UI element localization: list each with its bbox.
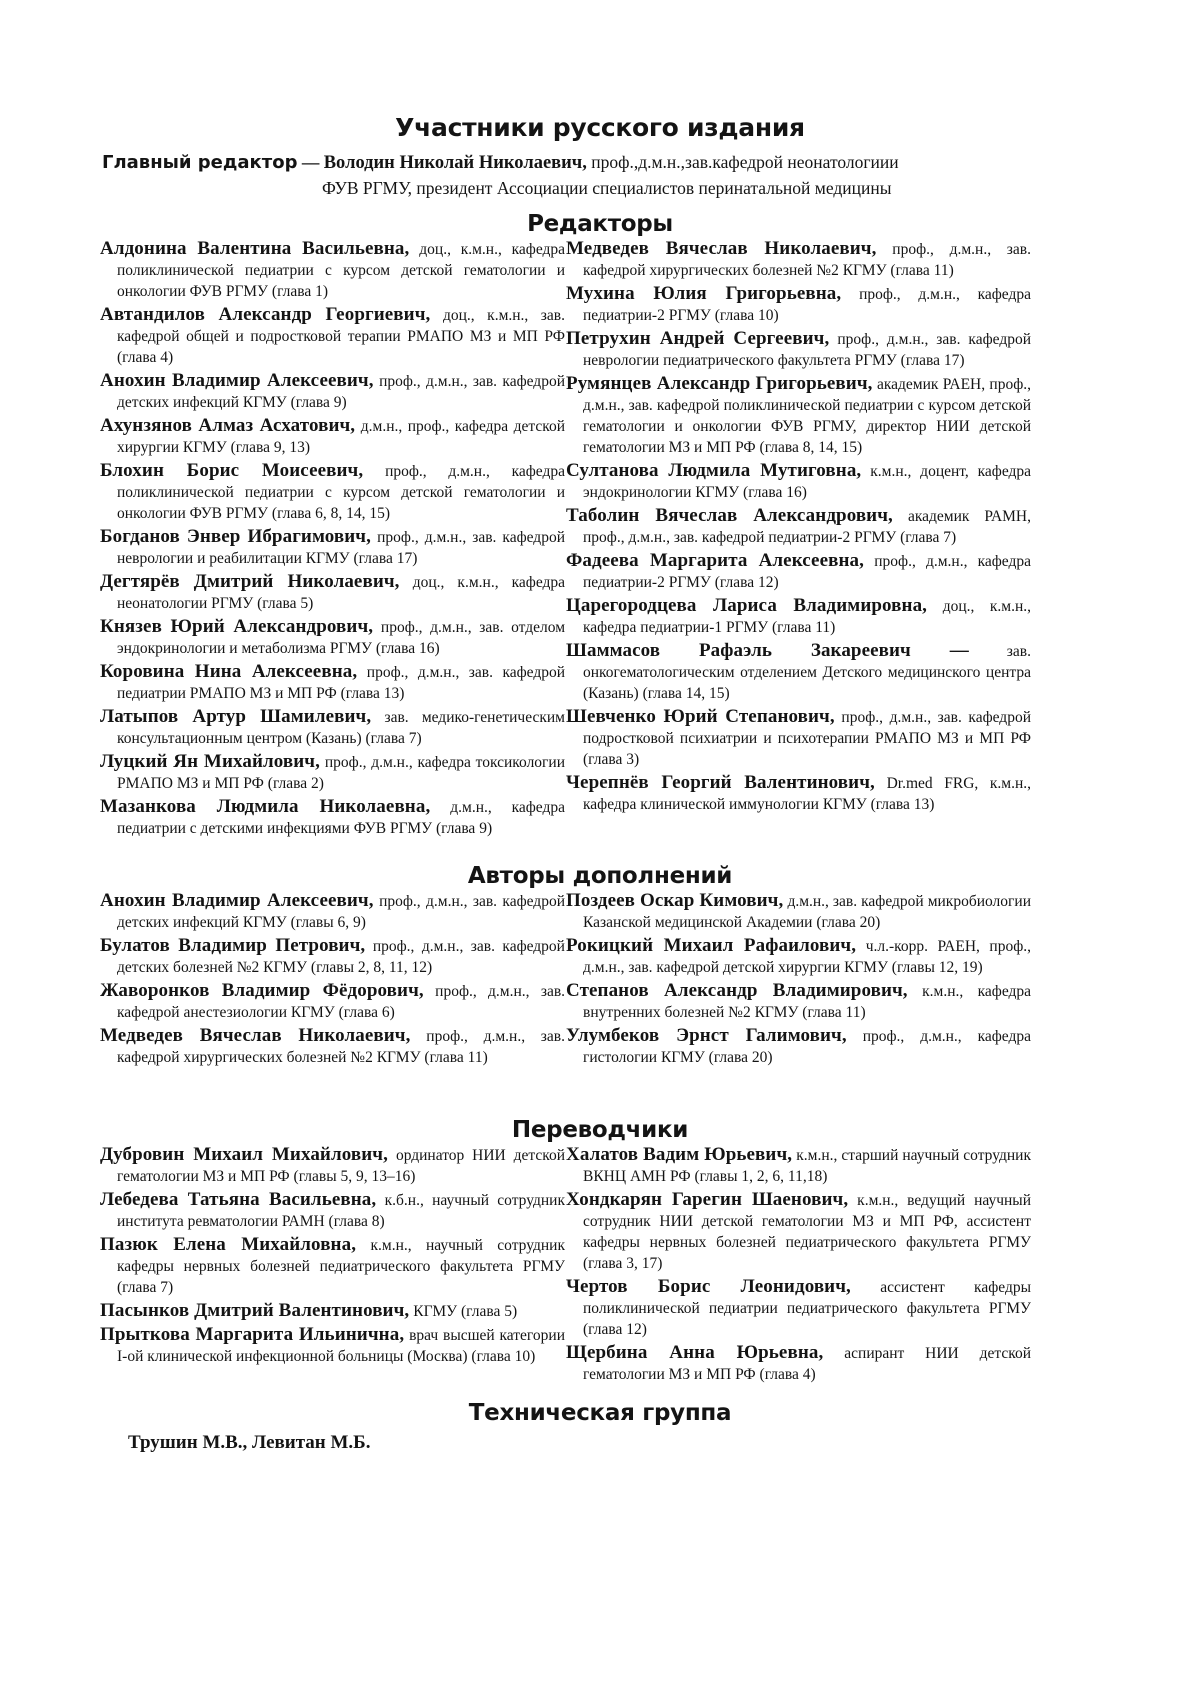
contributor-description: академик РАЕН, проф., д.м.н., зав. кафедрой поликлинической педиатрии с курсом детской гематологии и онкологии ФУВ РГМУ, директор НИИ детской гематологии МЗ и МП РФ (глава 8, 14, 15) bbox=[583, 376, 1032, 456]
contributor-entry bbox=[566, 550, 1031, 593]
contributor-name: Булатов Владимир Петрович, bbox=[100, 935, 366, 956]
contributor-name: Улумбеков Эрнст Галимович, bbox=[566, 1025, 847, 1046]
contributor-entry bbox=[100, 661, 565, 704]
contributor-description: проф., д.м.н., зав. кафедрой хирургических болезней №2 КГМУ (глава 11) bbox=[117, 1028, 565, 1066]
contributor-name: Пасынков Дмитрий Валентинович, bbox=[100, 1300, 410, 1321]
contributor-name: Анохин Владимир Алексеевич, bbox=[100, 370, 374, 391]
contributor-description: проф., д.м.н., кафедра токсикологии РМАПО МЗ и МП РФ (глава 2) bbox=[117, 754, 565, 792]
contributor-description: к.м.н., доцент, кафедра эндокринологии КГМУ (глава 16) bbox=[583, 463, 1032, 501]
contributor-name: Фадеева Маргарита Алексеевна, bbox=[566, 550, 864, 571]
contributor-entry bbox=[100, 1300, 565, 1322]
contributor-description: ч.л.-корр. РАЕН, проф., д.м.н., зав. кафедрой детской хирургии КГМУ (главы 12, 19) bbox=[583, 938, 1031, 976]
contributor-entry bbox=[100, 460, 565, 524]
contributor-entry bbox=[100, 751, 565, 794]
contributor-name: Анохин Владимир Алексеевич, bbox=[100, 890, 374, 911]
contributor-description: проф., д.м.н., кафедра гистологии КГМУ (глава 20) bbox=[583, 1028, 1031, 1066]
contributor-entry bbox=[100, 706, 565, 749]
contributor-description: проф., д.м.н., зав. кафедрой детских инфекций КГМУ (глава 9) bbox=[117, 373, 565, 411]
contributor-name: Блохин Борис Моисеевич, bbox=[100, 460, 364, 481]
contributor-description: к.м.н., кафедра внутренних болезней №2 КГМУ (глава 11) bbox=[583, 983, 1032, 1021]
translators-right-column bbox=[566, 1144, 1031, 1387]
contributor-entry bbox=[100, 304, 565, 368]
contributor-name: Прыткова Маргарита Ильинична, bbox=[100, 1324, 405, 1345]
translators-heading: Переводчики bbox=[511, 1117, 689, 1143]
contributor-description: врач высшей категории I-ой клинической инфекционной больницы (Москва) (глава 10) bbox=[117, 1327, 565, 1365]
contributor-entry bbox=[566, 1189, 1031, 1274]
contributor-name: Петрухин Андрей Сергеевич, bbox=[566, 328, 830, 349]
contributor-description: к.м.н., научный сотрудник кафедры нервных болезней педиатрического факультета РГМУ (глава 7) bbox=[117, 1237, 565, 1296]
contributor-entry bbox=[566, 1025, 1031, 1068]
contributor-entry bbox=[100, 1234, 565, 1298]
contributor-entry bbox=[100, 571, 565, 614]
contributor-description: проф., д.м.н., зав. кафедрой анестезиологии КГМУ (глава 6) bbox=[117, 983, 566, 1021]
contributor-description: к.б.н., научный сотрудник института ревматологии РАМН (глава 8) bbox=[117, 1192, 566, 1230]
contributor-name: Князев Юрий Александрович, bbox=[100, 616, 374, 637]
contributor-entry bbox=[566, 640, 1031, 704]
translators-left-column bbox=[100, 1144, 565, 1369]
contributor-entry bbox=[566, 595, 1031, 638]
contributor-entry bbox=[100, 370, 565, 413]
contributor-entry bbox=[566, 935, 1031, 978]
contributor-entry bbox=[566, 238, 1031, 281]
tech-group-names: Трушин М.В., Левитан М.Б. bbox=[128, 1432, 371, 1453]
contributor-name: Мазанкова Людмила Николаевна, bbox=[100, 796, 431, 817]
contributor-description: проф., д.м.н., зав. кафедрой подростковой психиатрии и психотерапии РМАПО МЗ и МП РФ (глава 3) bbox=[583, 709, 1031, 768]
contributor-name: Автандилов Александр Георгиевич, bbox=[100, 304, 431, 325]
editors-left-column bbox=[100, 238, 565, 841]
contributor-description: к.м.н., старший научный сотрудник ВКНЦ АМН РФ (главы 1, 2, 6, 11,18) bbox=[583, 1147, 1031, 1185]
contributor-description: проф., д.м.н., зав. кафедрой неврологии и реабилитации КГМУ (глава 17) bbox=[117, 529, 565, 567]
chief-editor-affiliation: ФУВ РГМУ, президент Ассоциации специалистов перинатальной медицины bbox=[322, 178, 892, 198]
contributor-name: Медведев Вячеслав Николаевич, bbox=[100, 1025, 411, 1046]
contributor-description: доц., к.м.н., кафедра педиатрии-1 РГМУ (глава 11) bbox=[583, 598, 1032, 636]
contributor-name: Луцкий Ян Михайлович, bbox=[100, 751, 320, 772]
contributor-description: доц., к.м.н., зав. кафедрой общей и подростковой терапии РМАПО МЗ и МП РФ (глава 4) bbox=[117, 307, 565, 366]
contributor-description: проф., д.м.н., зав. кафедрой детских болезней №2 КГМУ (главы 2, 8, 11, 12) bbox=[117, 938, 565, 976]
contributor-description: д.м.н., проф., кафедра детской хирургии КГМУ (глава 9, 13) bbox=[117, 418, 566, 456]
contributor-description: зав. медико-генетическим консультационным центром (Казань) (глава 7) bbox=[117, 709, 565, 747]
contributor-name: Хондкарян Гарегин Шаенович, bbox=[566, 1189, 849, 1210]
contributor-name: Царегородцева Лариса Владимировна, bbox=[566, 595, 928, 616]
contributor-entry bbox=[100, 526, 565, 569]
contributor-entry bbox=[100, 1189, 565, 1232]
contributor-description: к.м.н., ведущий научный сотрудник НИИ детской гематологии МЗ и МП РФ, ассистент кафедры нервных болезней педиатрического факультета РГМУ (глава 3, 17) bbox=[583, 1192, 1032, 1272]
supplements-heading: Авторы дополнений bbox=[467, 863, 733, 889]
contributor-entry bbox=[566, 373, 1031, 458]
page-title: Участники русского издания bbox=[395, 113, 805, 142]
contributor-name: Мухина Юлия Григорьевна, bbox=[566, 283, 842, 304]
contributor-entry bbox=[100, 616, 565, 659]
contributor-name: Богданов Энвер Ибрагимович, bbox=[100, 526, 371, 547]
contributor-entry bbox=[566, 283, 1031, 326]
editors-section bbox=[0, 238, 1200, 858]
contributor-name: Щербина Анна Юрьевна, bbox=[566, 1342, 824, 1363]
contributor-entry bbox=[566, 505, 1031, 548]
contributor-entry bbox=[566, 980, 1031, 1023]
contributor-entry bbox=[566, 460, 1031, 503]
contributor-name: Поздеев Оскар Кимович, bbox=[566, 890, 784, 911]
contributor-name: Степанов Александр Владимирович, bbox=[566, 980, 908, 1001]
contributor-entry bbox=[566, 706, 1031, 770]
contributor-description: проф., д.м.н., кафедра поликлинической педиатрии с курсом детской гематологии и онкологии ФУВ РГМУ (глава 6, 8, 14, 15) bbox=[117, 463, 565, 522]
contributor-name: Лебедева Татьяна Васильевна, bbox=[100, 1189, 377, 1210]
contributor-entry bbox=[100, 1144, 565, 1187]
contributor-description: Dr.med FRG, к.м.н., кафедра клинической иммунологии КГМУ (глава 13) bbox=[583, 775, 1031, 813]
contributor-entry bbox=[566, 890, 1031, 933]
contributor-description: зав. онкогематологическим отделением Детского медицинского центра (Казань) (глава 14, 15) bbox=[583, 643, 1031, 702]
chief-editor-title: проф.,д.м.н.,зав.кафедрой неонатологиии bbox=[591, 152, 899, 172]
contributor-name: Ахунзянов Алмаз Асхатович, bbox=[100, 415, 356, 436]
supplements-left-column bbox=[100, 890, 565, 1070]
chief-editor-name: Володин Николай Николаевич, bbox=[323, 153, 587, 173]
contributor-name: Латыпов Артур Шамилевич, bbox=[100, 706, 372, 727]
contributor-description: доц., к.м.н., кафедра неонатологии РГМУ (глава 5) bbox=[117, 574, 566, 612]
contributor-description: д.м.н., кафедра педиатрии с детскими инфекциями ФУВ РГМУ (глава 9) bbox=[117, 799, 566, 837]
contributor-entry bbox=[100, 890, 565, 933]
contributor-description: академик РАМН, проф., д.м.н., зав. кафедрой педиатрии-2 РГМУ (глава 7) bbox=[583, 508, 1032, 546]
contributor-name: Таболин Вячеслав Александрович, bbox=[566, 505, 893, 526]
contributor-entry bbox=[566, 772, 1031, 815]
contributor-description: аспирант НИИ детской гематологии МЗ и МП РФ (глава 4) bbox=[583, 1345, 1031, 1383]
contributor-name: Румянцев Александр Григорьевич, bbox=[566, 373, 873, 394]
contributor-description: д.м.н., зав. кафедрой микробиологии Казанской медицинской Академии (глава 20) bbox=[583, 893, 1031, 931]
contributor-name: Халатов Вадим Юрьевич, bbox=[566, 1144, 793, 1165]
contributor-entry bbox=[100, 415, 565, 458]
contributor-entry bbox=[100, 238, 565, 302]
chief-editor-label: Главный редактор bbox=[102, 152, 298, 173]
contributor-description: проф., д.м.н., зав. кафедрой неврологии педиатрического факультета РГМУ (глава 17) bbox=[583, 331, 1031, 369]
contributor-entry bbox=[566, 1342, 1031, 1385]
contributor-name: Жаворонков Владимир Фёдорович, bbox=[100, 980, 424, 1001]
contributor-description: ординатор НИИ детской гематологии МЗ и МП РФ (главы 5, 9, 13–16) bbox=[117, 1147, 565, 1185]
contributor-description: проф., д.м.н., кафедра педиатрии-2 РГМУ (глава 12) bbox=[583, 553, 1031, 591]
contributor-entry bbox=[566, 328, 1031, 371]
editors-heading: Редакторы bbox=[527, 211, 673, 237]
contributor-entry bbox=[566, 1276, 1031, 1340]
contributor-name: Дегтярёв Дмитрий Николаевич, bbox=[100, 571, 400, 592]
contributor-name: Медведев Вячеслав Николаевич, bbox=[566, 238, 877, 259]
contributor-name: Рокицкий Михаил Рафаилович, bbox=[566, 935, 857, 956]
contributor-entry bbox=[566, 1144, 1031, 1187]
contributor-name: Шевченко Юрий Степанович, bbox=[566, 706, 835, 727]
tech-group-heading: Техническая группа bbox=[468, 1400, 732, 1426]
contributor-entry bbox=[100, 980, 565, 1023]
contributor-description: КГМУ (глава 5) bbox=[413, 1303, 518, 1320]
contributor-name: Шаммасов Рафаэль Закареевич — bbox=[566, 640, 969, 661]
contributor-name: Черепнёв Георгий Валентинович, bbox=[566, 772, 875, 793]
supplements-section bbox=[0, 890, 1200, 1110]
contributor-description: ассистент кафедры поликлинической педиатрии педиатрического факультета РГМУ (глава 12) bbox=[583, 1279, 1031, 1338]
contributor-description: проф., д.м.н., зав. кафедрой детских инфекций КГМУ (главы 6, 9) bbox=[117, 893, 565, 931]
contributor-description: проф., д.м.н., кафедра педиатрии-2 РГМУ (глава 10) bbox=[583, 286, 1032, 324]
contributor-entry bbox=[100, 935, 565, 978]
contributor-description: проф., д.м.н., зав. кафедрой педиатрии РМАПО МЗ и МП РФ (глава 13) bbox=[117, 664, 566, 702]
contributor-entry bbox=[100, 796, 565, 839]
chief-editor-line bbox=[102, 150, 899, 175]
chief-editor-dash: — bbox=[297, 152, 324, 172]
contributor-name: Пазюк Елена Михайловна, bbox=[100, 1234, 357, 1255]
contributor-entry bbox=[100, 1025, 565, 1068]
contributor-description: проф., д.м.н., зав. отделом эндокринологии и метаболизма РГМУ (глава 16) bbox=[117, 619, 566, 657]
contributor-name: Алдонина Валентина Васильевна, bbox=[100, 238, 410, 259]
contributor-name: Дубровин Михаил Михайлович, bbox=[100, 1144, 388, 1165]
editors-right-column bbox=[566, 238, 1031, 817]
contributor-name: Султанова Людмила Мутиговна, bbox=[566, 460, 862, 481]
supplements-right-column bbox=[566, 890, 1031, 1070]
contributor-entry bbox=[100, 1324, 565, 1367]
contributor-description: доц., к.м.н., кафедра поликлинической педиатрии с курсом детской гематологии и онкологии ФУВ РГМУ (глава 1) bbox=[117, 241, 566, 300]
contributor-name: Чертов Борис Леонидович, bbox=[566, 1276, 851, 1297]
translators-section bbox=[0, 1144, 1200, 1394]
contributor-description: проф., д.м.н., зав. кафедрой хирургических болезней №2 КГМУ (глава 11) bbox=[583, 241, 1031, 279]
contributor-name: Коровина Нина Алексеевна, bbox=[100, 661, 358, 682]
